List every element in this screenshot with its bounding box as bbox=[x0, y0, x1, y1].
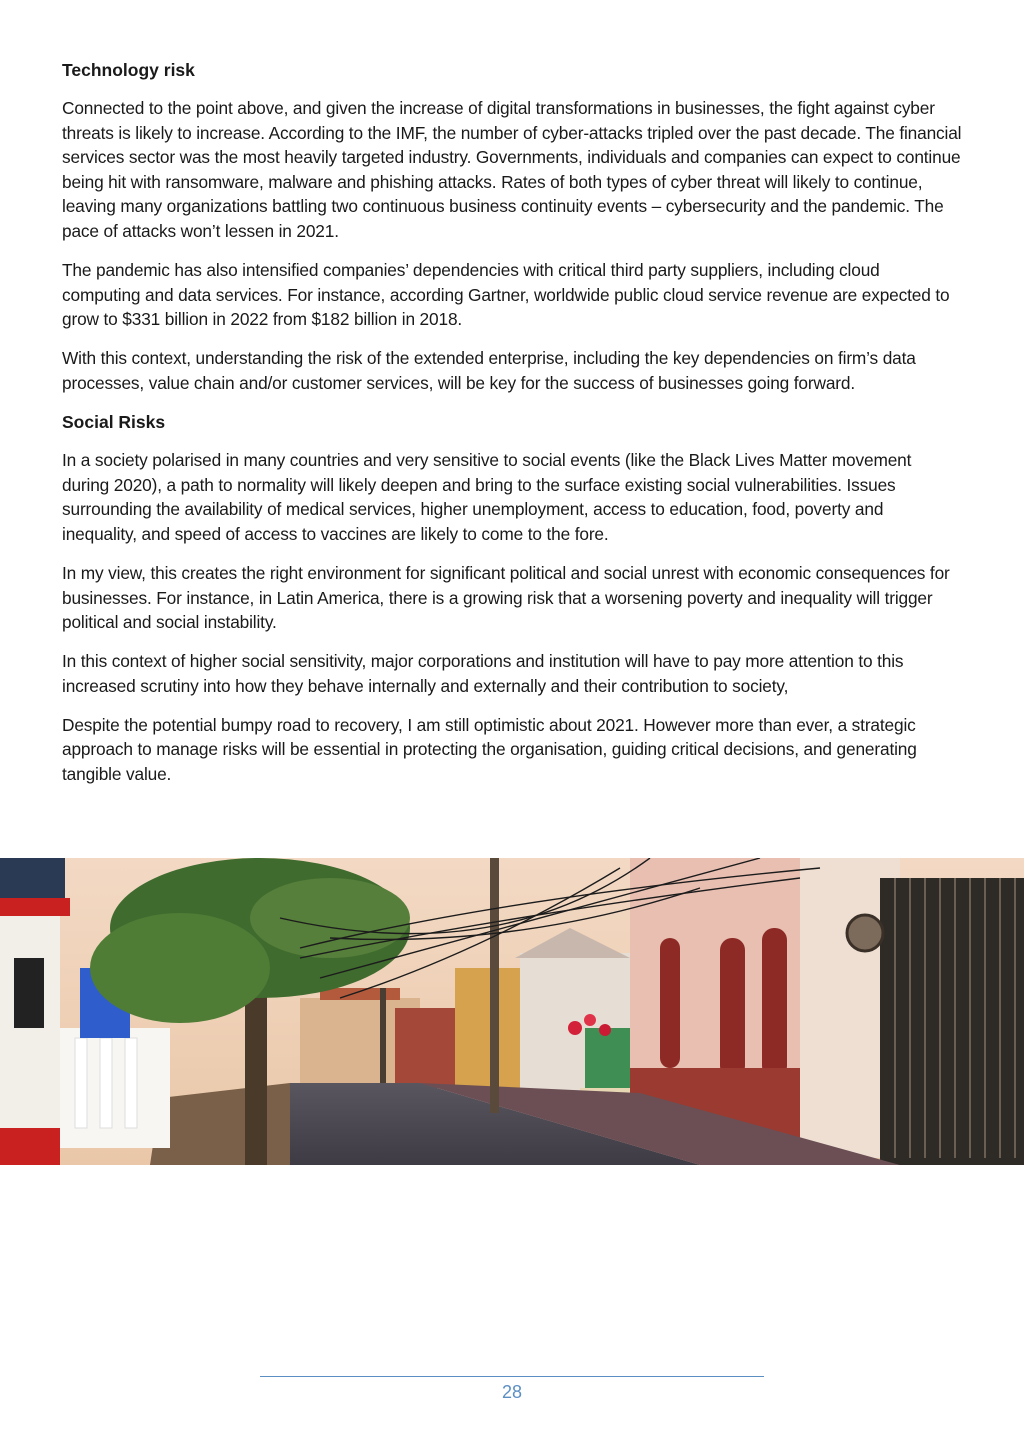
paragraph: In this context of higher social sensitivity, major corporations and institution will have to pay more attention to this increased scrutiny into how they behave internally and externally and their contribution to society, bbox=[62, 651, 904, 696]
paragraph: In my view, this creates the right environment for significant political and social unrest with economic consequences for businesses. For instance, in Latin America, there is a growing risk that a worsening poverty and inequality will trigger political and social instability. bbox=[62, 562, 950, 633]
section-heading-social-risks: Social Risks bbox=[62, 412, 166, 433]
footer-divider bbox=[260, 1376, 764, 1377]
paragraph: The pandemic has also intensified companies’ dependencies with critical third party suppliers, including cloud computing and data services. For instance, according Gartner, worldwide public cloud service revenue are expected to grow to $331 billion in 2022 from $182 billion in 2018. bbox=[62, 260, 950, 330]
paragraph: In a society polarised in many countries and very sensitive to social events (like the Black Lives Matter movement during 2020), a path to normality will likely deepen and bring to the surface existing social vulnerabilities. Issues surrounding the availability of medical services, higher unemployment, access to education, food, poverty and inequality, and speed of access to vaccines are likely to come to the fore. bbox=[62, 450, 912, 544]
paragraph: Despite the potential bumpy road to recovery, I am still optimistic about 2021. However more than ever, a strategic approach to manage risks will be essential in protecting the organisation, guiding critical decisions, and generating tangible value. bbox=[62, 714, 917, 785]
page-number: 28 bbox=[501, 1382, 523, 1402]
article-body bbox=[62, 58, 962, 801]
street-photo bbox=[0, 858, 1024, 1165]
paragraph: With this context, understanding the risk of the extended enterprise, including the key dependencies on firm’s data processes, value chain and/or customer services, will be key for the success of businesses going forward. bbox=[62, 348, 916, 393]
paragraph: Connected to the point above, and given the increase of digital transformations in businesses, the fight against cyber threats is likely to increase. According to the IMF, the number of cyber-attacks tripled over the past decade. The financial services sector was the most heavily targeted industry. Governments, individuals and companies can expect to continue being hit with ransomware, malware and phishing attacks. Rates of both types of cyber threat will likely to continue, leaving many organizations battling two continuous business continuity events – cybersecurity and the pandemic. The pace of attacks won’t lessen in 2021. bbox=[62, 98, 962, 241]
section-heading-technology-risk: Technology risk bbox=[62, 60, 195, 80]
